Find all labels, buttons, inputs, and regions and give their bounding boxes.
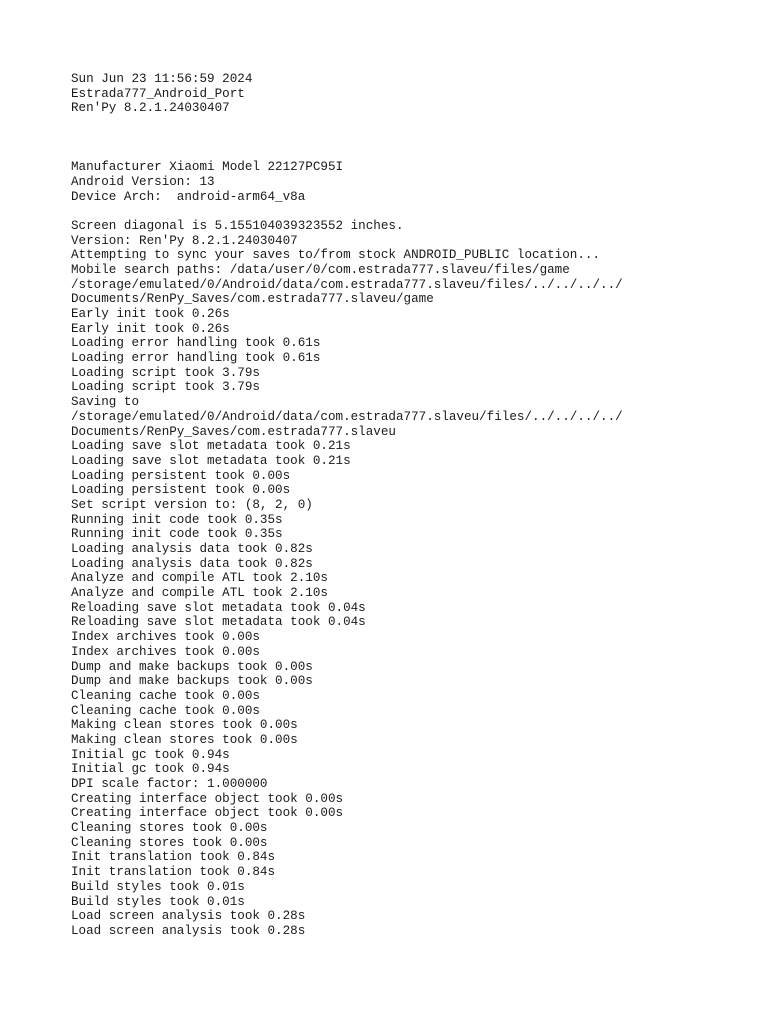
log-line: Loading error handling took 0.61s	[71, 351, 321, 366]
log-line: Init translation took 0.84s	[71, 850, 276, 865]
log-line: Making clean stores took 0.00s	[71, 732, 298, 747]
log-line: Dump and make backups took 0.00s	[71, 659, 313, 674]
log-line: Load screen analysis took 0.28s	[71, 923, 306, 938]
log-line: Documents/RenPy_Saves/com.estrada777.slaveu	[71, 424, 396, 439]
log-line: Documents/RenPy_Saves/com.estrada777.slaveu/game	[71, 292, 434, 307]
log-line: Creating interface object took 0.00s	[71, 791, 344, 806]
log-line: Saving to	[71, 395, 140, 410]
log-line: Loading save slot metadata took 0.21s	[71, 453, 351, 468]
log-line: Build styles took 0.01s	[71, 894, 245, 909]
log-line: Loading save slot metadata took 0.21s	[71, 439, 351, 454]
log-line: Set script version to: (8, 2, 0)	[71, 497, 313, 512]
log-line: Loading persistent took 0.00s	[71, 468, 291, 483]
log-line: Initial gc took 0.94s	[71, 747, 230, 762]
log-line: Build styles took 0.01s	[71, 879, 245, 894]
log-line: Index archives took 0.00s	[71, 644, 260, 659]
log-line: DPI scale factor: 1.000000	[71, 777, 268, 792]
log-line: Reloading save slot metadata took 0.04s	[71, 615, 366, 630]
log-line: Cleaning cache took 0.00s	[71, 688, 260, 703]
log-line: Loading analysis data took 0.82s	[71, 556, 313, 571]
log-line: Analyze and compile ATL took 2.10s	[71, 586, 328, 601]
device-model: Manufacturer Xiaomi Model 22127PC95I	[71, 160, 344, 175]
log-line: /storage/emulated/0/Android/data/com.estrada777.slaveu/files/../../../../	[71, 409, 623, 424]
log-line: Load screen analysis took 0.28s	[71, 909, 306, 924]
log-line: Version: Ren'Py 8.2.1.24030407	[71, 233, 298, 248]
log-line: Loading error handling took 0.61s	[71, 336, 321, 351]
renpy-version: Ren'Py 8.2.1.24030407	[71, 101, 230, 116]
device-arch: Device Arch: android-arm64_v8a	[71, 189, 306, 204]
device-info	[71, 160, 761, 204]
log-line: Loading script took 3.79s	[71, 380, 260, 395]
log-line: Dump and make backups took 0.00s	[71, 674, 313, 689]
log-line: Screen diagonal is 5.155104039323552 inches.	[71, 218, 404, 233]
log-line: Early init took 0.26s	[71, 307, 230, 322]
log-line: Early init took 0.26s	[71, 321, 230, 336]
app-name: Estrada777_Android_Port	[71, 86, 245, 101]
log-line: Init translation took 0.84s	[71, 865, 276, 880]
log-document	[71, 72, 761, 939]
log-timestamp: Sun Jun 23 11:56:59 2024	[71, 72, 253, 86]
log-line: Loading analysis data took 0.82s	[71, 542, 313, 557]
log-line: Index archives took 0.00s	[71, 630, 260, 645]
log-line: Loading persistent took 0.00s	[71, 483, 291, 498]
log-line: Reloading save slot metadata took 0.04s	[71, 600, 366, 615]
log-line: Cleaning stores took 0.00s	[71, 821, 268, 836]
log-line: Mobile search paths: /data/user/0/com.estrada777.slaveu/files/game	[71, 262, 570, 277]
log-header	[71, 72, 761, 116]
log-line: /storage/emulated/0/Android/data/com.estrada777.slaveu/files/../../../../	[71, 277, 623, 292]
log-line: Loading script took 3.79s	[71, 365, 260, 380]
log-line: Analyze and compile ATL took 2.10s	[71, 571, 328, 586]
log-line: Running init code took 0.35s	[71, 527, 283, 542]
log-line: Initial gc took 0.94s	[71, 762, 230, 777]
log-line: Running init code took 0.35s	[71, 512, 283, 527]
log-line: Attempting to sync your saves to/from stock ANDROID_PUBLIC location...	[71, 248, 601, 263]
log-body	[71, 219, 761, 939]
log-line: Cleaning stores took 0.00s	[71, 835, 268, 850]
log-line: Cleaning cache took 0.00s	[71, 703, 260, 718]
log-line: Making clean stores took 0.00s	[71, 718, 298, 733]
log-line: Creating interface object took 0.00s	[71, 806, 344, 821]
android-version: Android Version: 13	[71, 174, 215, 189]
